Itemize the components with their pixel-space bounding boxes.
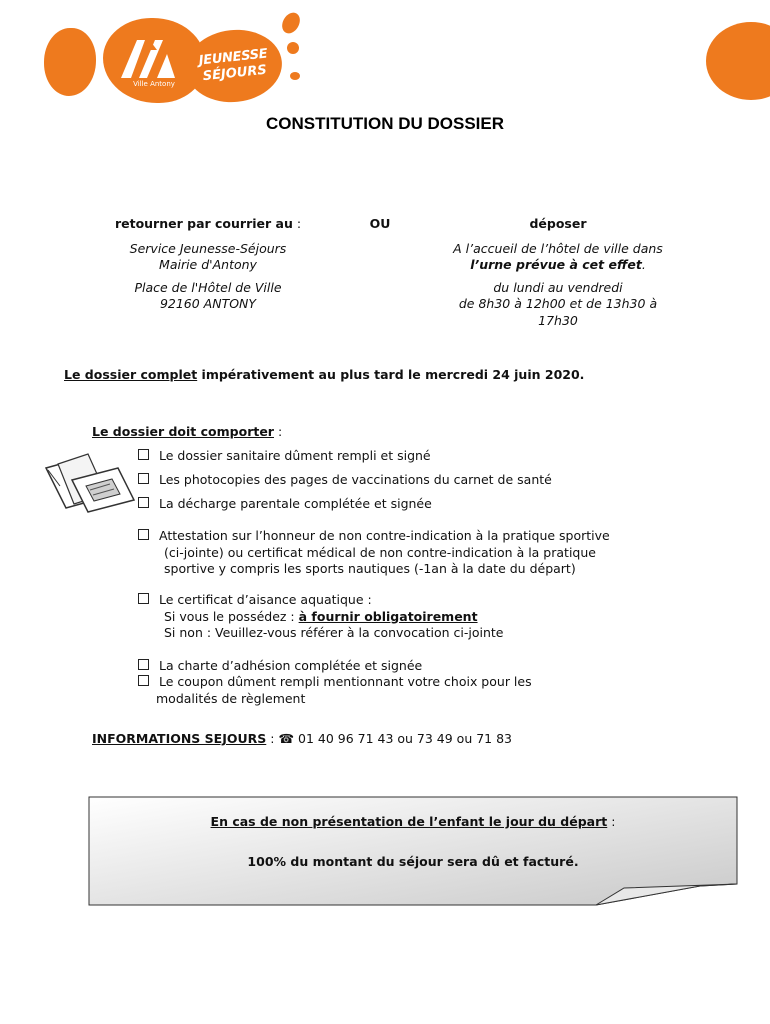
logo-splash-2 [287,42,299,54]
ville-antony-text: Ville Antony [133,80,175,88]
notice-line-1: En cas de non présentation de l’enfant le jour du départ : [210,814,616,829]
mail-line-1: Service Jeunesse-Séjours [129,240,287,256]
checklist-item: La charte d’adhésion complétée et signée [138,658,422,675]
deposit-heading: déposer [529,216,587,231]
checklist-item: Le certificat d’aisance aquatique : Si vous le possédez : à fournir obligatoirement Si non : Veuillez-vous référer à la convocation ci-jointe [138,592,503,642]
document-folder-icon [42,450,138,514]
deposit-line-2-bold: l’urne prévue à cet effet [470,257,642,272]
or-separator: OU [369,216,391,231]
checklist-item: Le coupon dûment rempli mentionnant votre choix pour les modalités de règlement [138,674,532,707]
checkbox[interactable] [138,659,149,670]
notice-box [88,796,738,906]
checklist-item: Le dossier sanitaire dûment rempli et signé [138,448,431,465]
mail-line-3: Place de l'Hôtel de Ville [134,279,282,295]
deadline-text: Le dossier complet impérativement au plus tard le mercredi 24 juin 2020. [64,367,585,382]
mail-line-2: Mairie d'Antony [159,257,257,272]
delivery-mail-column: retourner par courrier au : Service Jeunesse-Séjours Mairie d'Antony Place de l'Hôtel de Ville 92160 ANTONY [94,216,322,313]
mail-heading: retourner par courrier au [114,216,293,231]
checklist-item: La décharge parentale complétée et signée [138,496,432,513]
checkbox[interactable] [138,529,149,540]
checkbox[interactable] [138,497,149,508]
requirements-heading: Le dossier doit comporter : [92,424,283,439]
checkbox[interactable] [138,675,149,686]
deposit-line-4: de 8h30 à 12h00 et de 13h30 à [458,296,658,311]
checkbox[interactable] [138,473,149,484]
notice-line-2: 100% du montant du séjour sera dû et facturé. [247,854,579,869]
logo-sejours-text: SÉJOURS [202,62,268,85]
antony-mark-icon [117,32,191,80]
logo-blob-left [44,28,96,96]
deposit-line-1: A l’accueil de l’hôtel de ville dans [453,240,663,256]
jeunesse-sejours-logo [182,25,285,107]
checklist-item: Les photocopies des pages de vaccinations du carnet de santé [138,472,552,489]
checkbox[interactable] [138,593,149,604]
logo-blob-right [706,22,770,100]
phone-icon: ☎ [278,731,295,746]
checklist-item: Attestation sur l’honneur de non contre-indication à la pratique sportive (ci-jointe) ou certificat médical de non contre-indication à la pratique sportive y compris les sports nautiques (-1an à la date du départ) [138,528,683,578]
phone-number: 01 40 96 71 43 ou 73 49 ou 71 83 [294,731,513,746]
delivery-deposit-column: déposer A l’accueil de l’hôtel de ville dans l’urne prévue à cet effet. du lundi au vendredi de 8h30 à 12h00 et de 13h30 à 17h30 [430,216,686,329]
deposit-line-5: 17h30 [538,312,578,328]
deposit-line-3: du lundi au vendredi [493,279,623,295]
checkbox[interactable] [138,449,149,460]
logo-jeunesse-text: JEUNESSE [198,46,269,69]
logo-splash-3 [290,72,300,80]
informations-sejours: INFORMATIONS SEJOURS : ☎ 01 40 96 71 43 ou 73 49 ou 71 83 [92,731,513,746]
logo-splash-1 [279,9,304,36]
page-title: CONSTITUTION DU DOSSIER [265,114,504,133]
mail-line-4: 92160 ANTONY [159,296,257,311]
